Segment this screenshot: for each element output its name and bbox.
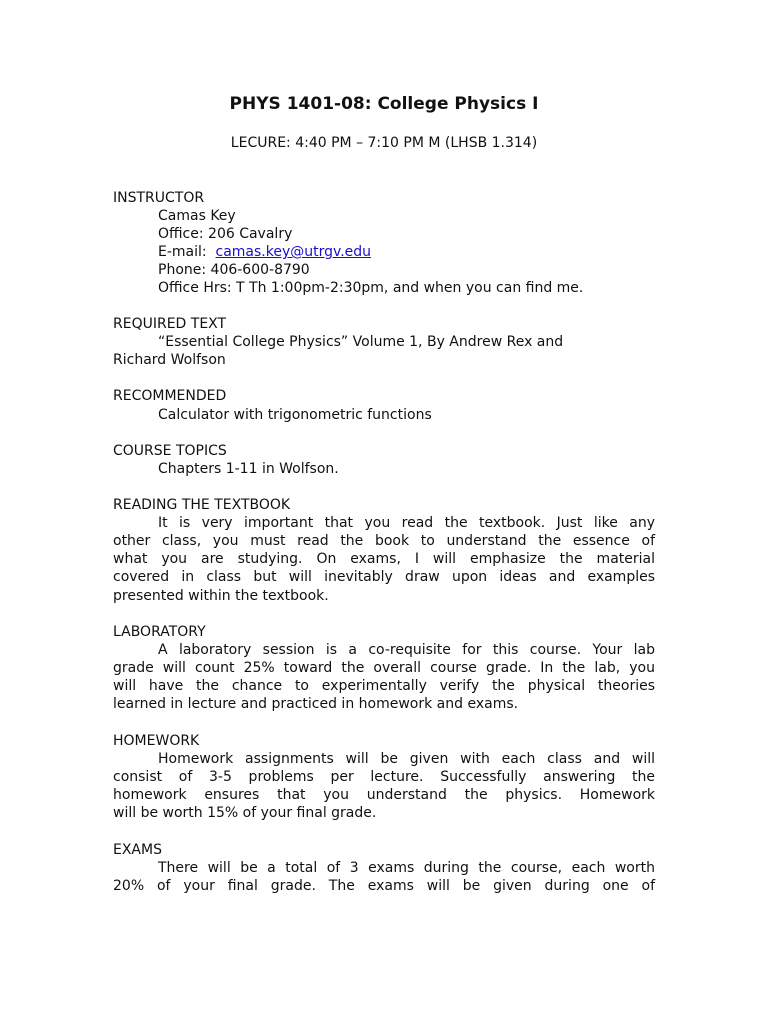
exams-heading: EXAMS xyxy=(113,842,162,858)
email-label: E-mail: xyxy=(158,244,216,260)
laboratory-paragraph-line: learned in lecture and practiced in homework and exams. xyxy=(113,696,519,712)
homework-paragraph-line: will be worth 15% of your final grade. xyxy=(113,805,377,821)
instructor-heading: INSTRUCTOR xyxy=(113,190,205,206)
instructor-email-row xyxy=(158,243,371,261)
course-topics-line: Chapters 1-11 in Wolfson. xyxy=(158,461,339,477)
exams-paragraph-line: 20% of your final grade. The exams will be given during one of xyxy=(113,878,655,894)
exams-paragraph-line: There will be a total of 3 exams during the course, each worth xyxy=(158,860,655,876)
required-text-line: “Essential College Physics” Volume 1, By Andrew Rex and xyxy=(158,334,564,350)
laboratory-paragraph-line: grade will count 25% toward the overall course grade. In the lab, you xyxy=(113,660,655,676)
homework-paragraph-line: Homework assignments will be given with each class and will xyxy=(158,751,655,767)
homework-heading: HOMEWORK xyxy=(113,733,200,749)
required-text-heading: REQUIRED TEXT xyxy=(113,316,227,332)
course-topics-heading: COURSE TOPICS xyxy=(113,443,227,459)
homework-paragraph-line: homework ensures that you understand the physics. Homework xyxy=(113,787,655,803)
laboratory-paragraph-line: will have the chance to experimentally verify the physical theories xyxy=(113,678,655,694)
reading-paragraph-line: other class, you must read the book to understand the essence of xyxy=(113,533,655,549)
document-title: PHYS 1401-08: College Physics I xyxy=(229,94,539,114)
laboratory-heading: LABORATORY xyxy=(113,624,206,640)
instructor-office-hours: Office Hrs: T Th 1:00pm-2:30pm, and when you can find me. xyxy=(158,280,584,296)
instructor-name: Camas Key xyxy=(158,208,236,224)
recommended-line: Calculator with trigonometric functions xyxy=(158,407,432,423)
email-link[interactable]: camas.key@utrgv.edu xyxy=(215,244,372,260)
recommended-heading: RECOMMENDED xyxy=(113,388,227,404)
reading-heading: READING THE TEXTBOOK xyxy=(113,497,291,513)
instructor-phone: Phone: 406-600-8790 xyxy=(158,262,310,278)
reading-paragraph-line: what you are studying. On exams, I will emphasize the material xyxy=(113,551,655,567)
reading-paragraph-line: presented within the textbook. xyxy=(113,588,329,604)
instructor-office: Office: 206 Cavalry xyxy=(158,226,293,242)
lecture-info: LECURE: 4:40 PM – 7:10 PM M (LHSB 1.314) xyxy=(230,135,538,151)
homework-paragraph-line: consist of 3-5 problems per lecture. Successfully answering the xyxy=(113,769,655,785)
laboratory-paragraph-line: A laboratory session is a co-requisite for this course. Your lab xyxy=(158,642,655,658)
reading-paragraph-line: It is very important that you read the textbook. Just like any xyxy=(158,515,655,531)
required-text-line: Richard Wolfson xyxy=(113,352,226,368)
reading-paragraph-line: covered in class but will inevitably draw upon ideas and examples xyxy=(113,569,655,585)
